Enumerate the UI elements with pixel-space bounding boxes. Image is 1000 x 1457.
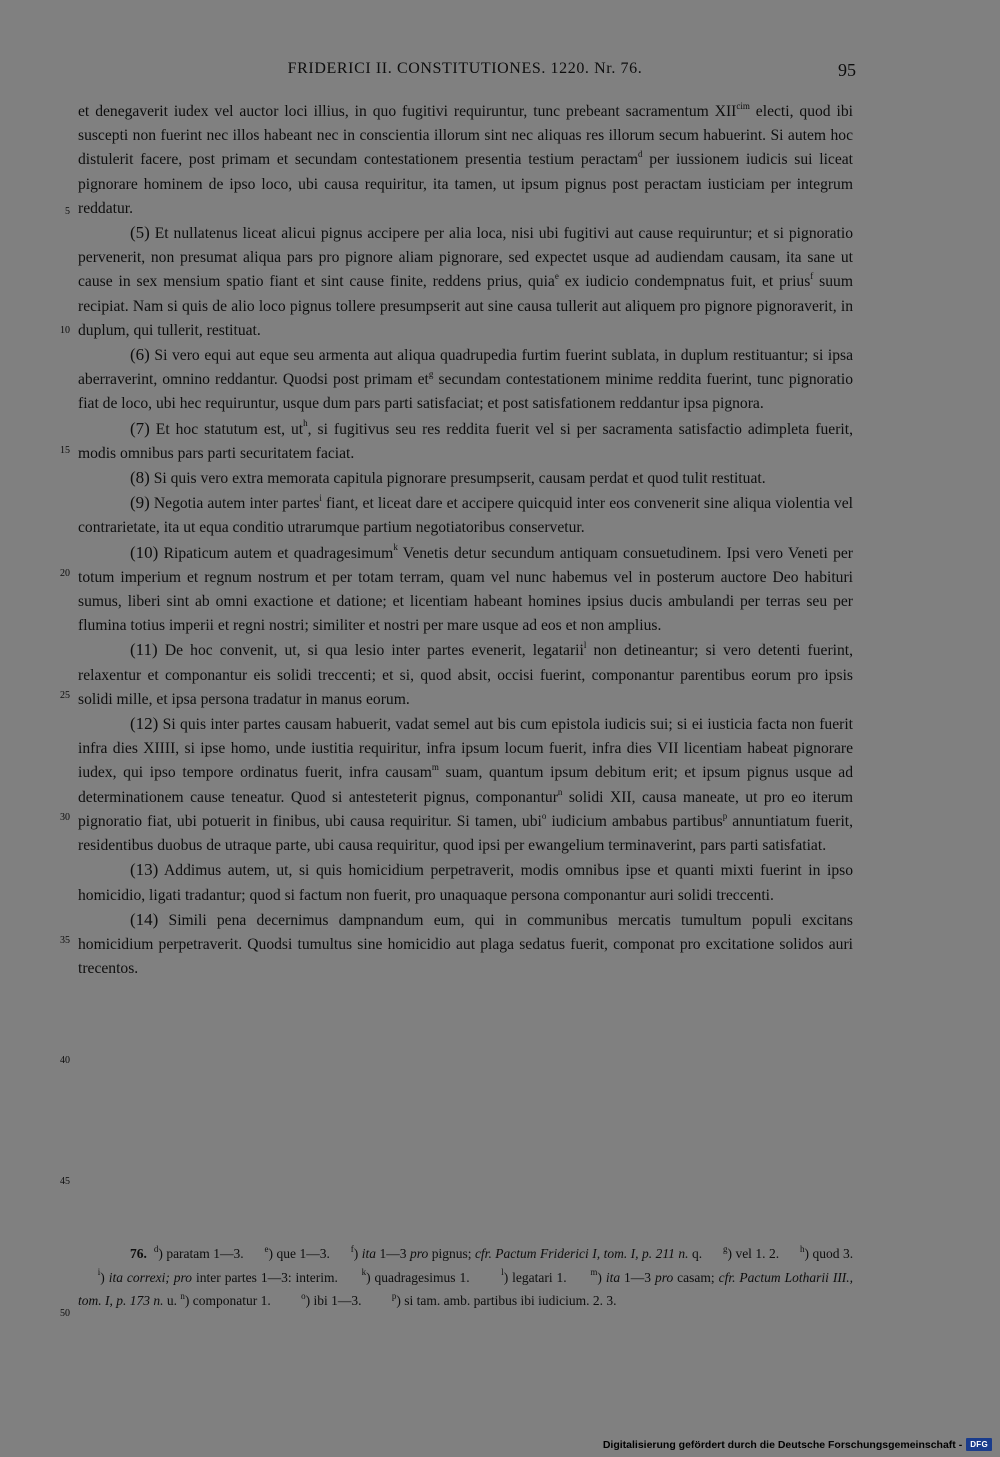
footnote-f: $^f$) ita 1—3 pro pignus; cfr. Pactum Friderici I, tom. I, p. 211 n. q. [350, 1243, 703, 1261]
paragraph-number: (14) [130, 909, 159, 929]
paragraph-10: (10) Ripaticum autem et quadragesimum$^k$ Venetis detur secundum antiquam consuetudinem. Ipsi vero Veneti per totum imperium et regnum nostrum et per totam terram, quam vel nunc habemus vel in posterum auctore Deo habituri sumus, liberi sint ab omni exactione et datione; et licentiam habeant homines ipsius ducis ambulandi per terras seu per flumina totius imperii et regni nostri; similiter et nostri per mare usque ad eos et non amplius. [78, 542, 853, 635]
paragraph-number: (12) [130, 714, 159, 734]
paragraph-number: (8) [130, 468, 150, 488]
dfg-logo: DFG [966, 1438, 992, 1451]
paragraph-number: (7) [130, 418, 150, 438]
paragraph-8: (8) Si quis vero extra memorata capitula pignorare presumpserit, causam perdat et quod tulit restituat. [130, 468, 766, 488]
paragraph-13: (13) Addimus autem, ut, si quis homicidium perpetraverit, modis omnibus ipse et quanti mixti fuerint in ipso homicidio, ligati tradantur; quod si factum non fuerit, pro unaquaque persona componantur auri solidi treccenti. [78, 860, 853, 904]
footnote-document-number: 76. [130, 1246, 147, 1261]
paragraph-number: (6) [130, 345, 150, 365]
credit-text: Digitalisierung gefördert durch die Deutsche Forschungsgemeinschaft - [602, 1438, 963, 1451]
critical-apparatus: 76. $^d$) paratam 1—3. $^e$) que 1—3. $^f$) ita 1—3 pro pignus; cfr. Pactum Friderici I, tom. I, p. 211 n. q. $^g$) vel 1. 2. $^h$) quod 3. $^i$) ita correxi; pro inter partes 1—3: interim. $^k$) quadragesimus 1. $^l$) legatari 1. $^m$) ita 1—3 pro casam; cfr. Pactum Lotharii III., tom. I, p. 173 n. u. $^n$) componatur 1. $^o$) ibi 1—3. $^p$) si tam. amb. partibus ibi iudicium. 2. 3. [78, 1243, 854, 1308]
footnote-p: ) si tam. amb. partibus ibi iudicium. 2. 3. [396, 1293, 617, 1308]
paragraph-9: (9) Negotia autem inter partes$^i$ fiant, et liceat dare et accipere quicquid inter eos convenerit sine aliqua violentia vel contrarietate, ita ut equa conditio utrarumque partium negotiatoribus conservetur. [78, 493, 853, 537]
line-number: 45 [60, 1176, 70, 1187]
line-number: 20 [60, 568, 70, 579]
digitization-credit [603, 1438, 992, 1451]
line-number: 5 [65, 206, 70, 217]
footnote-m: $^m$) ita 1—3 pro casam; cfr. Pactum Lotharii III., tom. I, p. 173 n. u. [78, 1267, 854, 1308]
footnote-d: ) paratam 1—3. [158, 1246, 244, 1261]
footnote-g: ) vel 1. 2. [727, 1246, 780, 1261]
paragraph-14: (14) Simili pena decernimus dampnandum eum, qui in communibus mercatis tumultum populi excitans homicidium perpetraverit. Quodsi tumultus sine homicidio aut plaga sedatus fuerit, componat pro excitatione solidos auri trecentos. [78, 909, 853, 978]
footnote-k: ) quadragesimus 1. [366, 1269, 470, 1285]
line-number: 10 [60, 325, 70, 336]
footnote-i: $^i$) ita correxi; pro inter partes 1—3: interim. [97, 1267, 338, 1285]
line-number: 30 [60, 812, 70, 823]
line-number: 15 [60, 445, 70, 456]
running-title: FRIDERICI II. CONSTITUTIONES. 1220. Nr. 76. [287, 60, 643, 77]
line-number: 35 [60, 935, 70, 946]
paragraph-number: (10) [130, 542, 159, 562]
paragraph-number: (5) [130, 223, 150, 243]
footnote-o: ) ibi 1—3. [305, 1293, 362, 1308]
line-number: 50 [60, 1308, 70, 1319]
line-number: 40 [60, 1055, 70, 1066]
footnote-l: ) legatari 1. [503, 1269, 567, 1285]
footnote-n: ) componatur 1. [184, 1293, 271, 1308]
page-number: 95 [838, 60, 856, 80]
paragraph-6: (6) Si vero equi aut eque seu armenta aut aliqua quadrupedia furtim fuerint sublata, in duplum restituantur; si ipsa aberraverint, omnino reddantur. Quodsi post primam $et^g$ secundam contestationem minime reddita fuerint, tunc pignoratio fiat de loco, ubi hec requiruntur, usque dum pars parti satisfaciat; et post satisfationem reddantur ipsa pignora. [78, 345, 853, 413]
paragraph-7: (7) Et hoc statutum est, $ut^h$, si fugitivus seu res reddita fuerit vel si per sacramenta satisfactio adimpleta fuerit, modis omnibus pars parti securitatem faciat. [78, 418, 853, 462]
line-number: 25 [60, 690, 70, 701]
paragraph-number: (9) [130, 493, 150, 513]
paragraph-12: (12) Si quis inter partes causam habuerit, vadat semel aut bis cum epistola iudicis sui; si ei iusticia facta non fuerit infra dies XIIII, si ipse homo, unde iustitia requiritur, infra ipsum locum fuerit, infra dies VII licentiam habeat pignorare iudex, qui ipso tempore ordinatus fuerit, infra causam$^m$ suam, quantum ipsum debitum erit; et ipsum pignus usque ad determinationem cause teneatur. Quod si antesteterit pignus, componantur$^n$ solidi XII, causa maneate, ut pro eo iterum pignoratio fiat, ubi potuerit in finibus, ubi causa requiritur. Si tamen, ubi$^o$ iudicium ambabus partibus$^p$ annuntiatum fuerit, residentibus duobus de utraque parte, ubi causa requiritur, quod ipsi per ewangelium terminaverint, pars parti satisfatiat. [78, 714, 854, 855]
footnote-e: ) que 1—3. [268, 1246, 330, 1261]
paragraph-5: (5) Et nullatenus liceat alicui pignus accipere per alia loca, nisi ubi fugitivi aut cause requiruntur; et si pignoratio pervenerit, non presumat aliqua pars pro pignore aliam pignorare, sed expectet usque ad audiendam causam, ita sane ut cause in sex mensium spatio fiant et sint cause finite, reddens prius, quia$^e$ ex iudicio condempnatus fuit, et prius$^f$ suum recipiat. Nam si quis de alio loco pignus tollere presumpserit aut sine causa tullerit aut aliquem pro pignore pignoraverit, in duplum, qui tullerit, restituat. [78, 223, 853, 339]
paragraph-number: (11) [130, 640, 158, 660]
page-header [76, 58, 854, 84]
paragraph-continuation: et denegaverit iudex vel auctor loci illius, in quo fugitivi requiruntur, tunc prebeant sacramentum $XII^{cim}$ electi, quod ibi suscepti non fuerint nec illos habeant nec in conscientia illorum sint nec aliquas res illorum secum habuerint. Si autem hoc distulerit facere, post primam et secundam contestationem presentia testium peractam$^d$ per iussionem iudicis sui liceat pignorare hominem de ipso loco, ubi causa requiritur, ita tamen, ut ipsum pignus post peractam iusticiam per integrum reddatur. [78, 100, 853, 217]
footnote-h: ) quod 3. [804, 1246, 854, 1261]
main-text [78, 100, 853, 981]
paragraph-11: (11) De hoc convenit, ut, si qua lesio inter partes evenerit, legatarii$^l$ non detineantur; si vero detenti fuerint, relaxentur et componantur eis solidi treccenti; et si, quod absit, occisi fuerint, componantur parentibus eorum pro ipsis solidi mille, et ipsa persona tradatur in manus eorum. [78, 640, 853, 708]
paragraph-number: (13) [130, 860, 159, 880]
